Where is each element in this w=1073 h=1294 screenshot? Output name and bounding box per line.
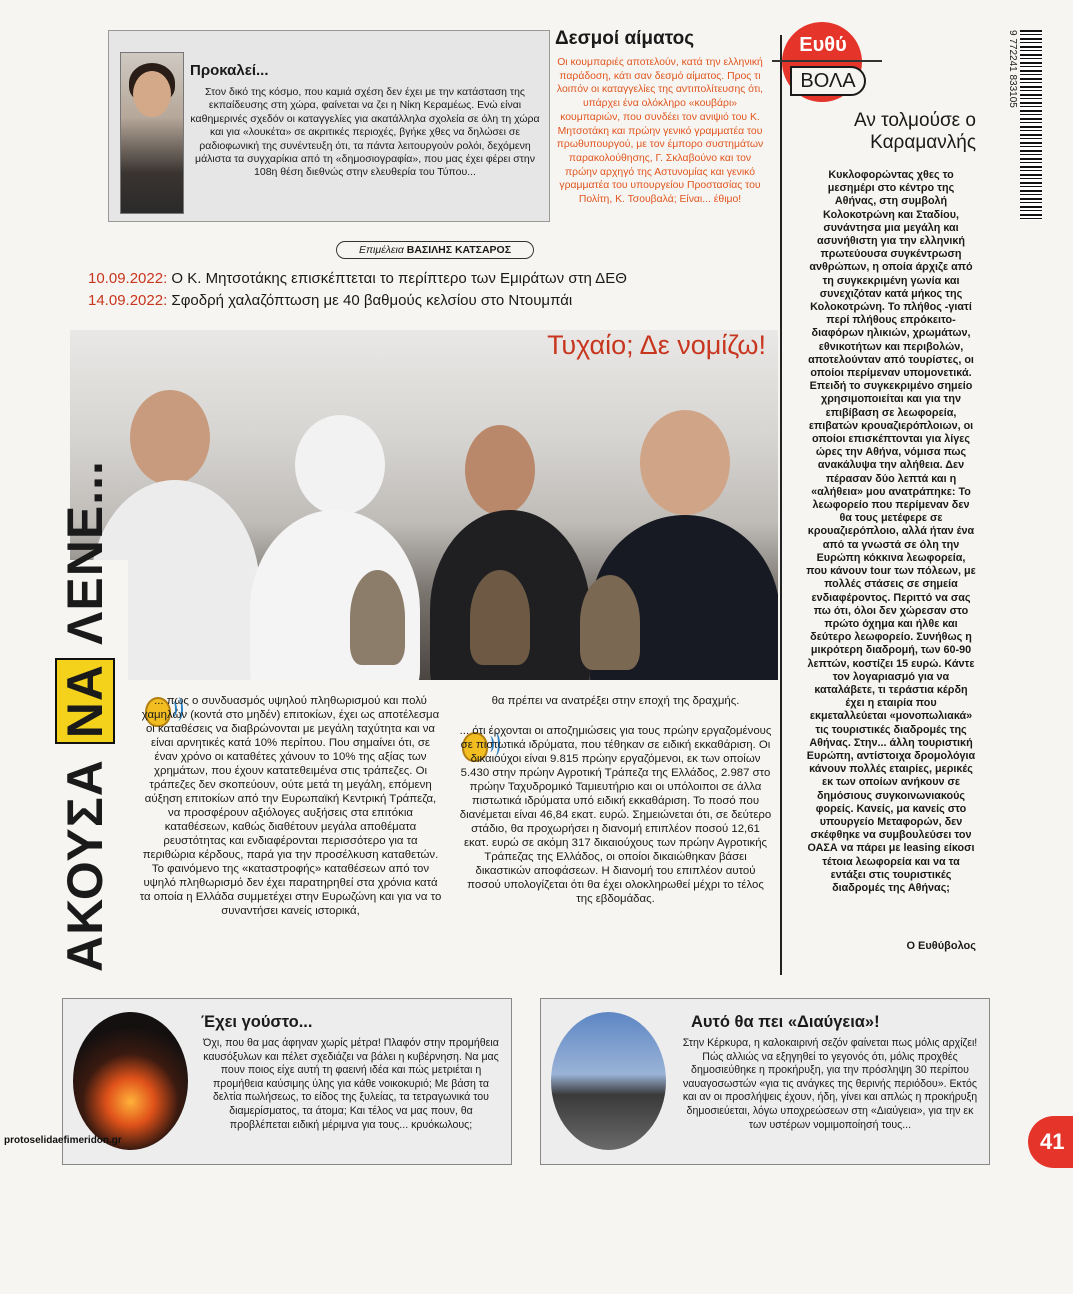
euthyvola-signature: Ο Ευθύβολος [906,940,976,952]
box-right-title: Αυτό θα πει «Διαύγεια»! [691,1013,880,1031]
credit-label [336,241,534,259]
portrait-photo [120,52,184,214]
date-2: 14.09.2022: [88,292,168,309]
prokalei-text: Στον δικό της κόσμο, που καμιά σχέση δεν έχει με την κατάσταση της εκπαίδευσης στη χώρα, φαίνεται να ζει η Νίκη Κεραμέως. Ενώ είναι καθημερινές σχεδόν οι καταγγελίες για ακατάλληλα σχολεία σε όλη τη χώρα και για «λουκέτα» σε ακριτικές περιοχές, βγήκε χθες να δηλώσει σε ραδιοφωνική της συνέντευξη ότι, τα πάντα λειτουργούν ρολόι, δεχόμενη μάλιστα τα συγχαρίκια από τη «δημοσιογραφία», που μας έχει φέρει στην 108η θέση διεθνώς στην ελευθερία του Τύπου... [190,86,540,179]
banner-part-3: ΛΕΝΕ... [57,460,113,645]
column-divider [780,35,782,975]
date-1: 10.09.2022: [88,270,168,287]
euthyvola-text: Κυκλοφορώντας χθες το μεσημέρι στο κέντρο της Αθήνας, στη συμβολή Κολοκοτρώνη και Σταδίου, συνάντησα μια μεγάλη και ασυνήθιστη για την ελληνική πρωτεύουσα συγκέντρωση ανθρώπων, η οποία άρχιζε από τη συγκεκριμένη γωνία και συνεχιζόταν κατά μήκος της Κολοκοτρώνη. Το πλήθος -γιατί περί πλήθους επρόκειτο- διαφόρων ηλικιών, χρωμάτων, εθνικοτήτων και περιβολών, αποτελούνταν από τουρίστες, οι οποίοι περίμεναν υπομονετικά. Επειδή το συγκεκριμένο σημείο χρησιμοποιείται και για την επιβίβαση σε λεωφορεία, επιβατών κρουαζιερόπλοιων, οι οποίοι επισκέπτονται για λίγες ώρες την Αθήνα, νόμισα πως ανακάλυψα την αλήθεια. Δεν πέρασαν δύο λεπτά και η «αλήθεια» μου ανατράπηκε: Το λεωφορείο που περίμεναν δεν θα τους μετέφερε σε κρουαζιερόπλοιο, αλλά ήταν ένα από τα γνωστά σε όλη την Ευρώπη κόκκινα λεωφορεία, που κάνουν tour των πόλεων, με πολλές στάσεις σε σημεία ενδιαφέροντος. Περιττό να σας πω ότι, όλοι δεν χώρεσαν στο πρώτο όχημα και ήλθε και δεύτερο λεωφορείο. Συνήθως η μικρότερη διαδρομή, των 60-90 λεπτών, κοστίζει 15 ευρώ. Κάντε τον λογαριασμό για να καταλάβετε, τι τεράστια κέρδη έχει η εταιρία που εκμεταλλεύεται «μονοπωλιακά» τις τουριστικές διαδρομές της Αθήνας. Στην... άλλη τουριστική Ευρώπη, αντίστοιχα δρομολόγια κάνουν πολλές εταιρίες, μερικές εκ των οποίων ανήκουν σε δημόσιους συγκοινωνιακούς φορείς. Κανείς, μα κανείς στο υπουργείο Μεταφορών, δεν σκέφθηκε να συμβουλεύσει τον ΟΑΣΑ να πάρει με leasing είκοσι τέτοια λεωφορεία και να τα εντάξει στις τουριστικές διαδρομές της Αθήνας; [806,169,976,894]
akousa-text-1-end: θα πρέπει να ανατρέξει στην εποχή της δραχμής. [491,695,740,707]
box-right-text: Στην Κέρκυρα, η καλοκαιρινή σεζόν φαίνεται πως μόλις αρχίζει! Πώς αλλιώς να εξηγηθεί το γεγονός ότι, μόλις προχθές δημοσιεύθηκε η προκήρυξη, για την πρόσληψη 30 περίπου ναυαγοσωστών «για τις ανάγκες της θερινής περιόδου». Εκτός και αν οι προσλήψεις έχουν, ήδη, γίνει και απλώς η προκήρυξη δημοσιεύεται, λόγω υποχρεώσεων στη «Διαύγεια», για την εκ των υστέρων νομιμοποίησή τους... [682,1037,978,1131]
box-left [62,998,512,1165]
prokalei-title: Προκαλεί... [190,62,269,79]
dates-block [88,268,778,312]
desmoi-text: Οι κουμπαριές αποτελούν, κατά την ελληνική παράδοση, κάτι σαν δεσμό αίματος. Προς τι λοιπόν οι καταγγελίες της αντιπολίτευσης ότι, υπάρχει ένα ολόκληρο «κουβάρι» κουμπαριών, που συνδέει τον ανιψιό του Κ. Μητσοτάκη και πρώην γενικό γραμματέα του πρωθυπουργού, με τον έμπορο συστημάτων παρακολούθησης, Γ. Σκλαβούνο και τον πρώην αρχηγό της Αστυνομίας και γενικό γραμματέα του υπουργείου Προστασίας του Πολίτη, Κ. Τσουβαλά; Είναι... έθιμο! [556,57,764,206]
date-1-text: Ο Κ. Μητσοτάκης επισκέπτεται το περίπτερο των Εμιράτων στη ΔΕΘ [171,270,627,287]
barcode [1020,30,1042,220]
barcode-number: 9 772241 833105 [1007,30,1018,108]
date-2-text: Σφοδρή χαλαζόπτωση με 40 βαθμούς κελσίου στο Ντουμπάι [171,292,573,309]
arrow-icon [772,60,882,62]
akousa-text-2: ... ότι έρχονται οι αποζημιώσεις για τους πρώην εργαζομένους σε πιστωτικά ιδρύματα, που τέθηκαν σε ειδική εκκαθάριση. Οι δικαιούχοι είναι 9.815 πρώην εργαζόμενοι, εκ των οποίων 5.430 στην πρώην Αγροτική Τράπεζα της Ελλάδος, 2.987 στο πρώην Ταχυδρομικό Ταμιευτήριο και οι υπόλοιποι σε άλλα πιστωτικά ιδρύματα υπό ειδική εκκαθάριση. Το ποσό που διανέμεται είναι 46,84 εκατ. ευρώ. Σημειώνεται ότι, σε δεύτερο στάδιο, θα προχωρήσει η διανομή επιπλέον ποσού 12,61 εκατ. ευρώ σε ακόμη 317 δικαιούχους των πρώην Αγροτικής Τράπεζας της Ελλάδος, οι οποίοι δικαιώθηκαν βάσει δικαστικών αποφάσεων. Η διανομή του επιπλέον αυτού ποσού υπολογίζεται ότι θα έχει ολοκληρωθεί μέχρι το τέλος της εβδομάδας. [459,725,772,905]
desmoi-title: Δεσμοί αίματος [555,28,695,49]
feature-photo [70,330,778,680]
banner-part-1: ΑΚΟΥΣΑ [57,759,113,972]
akousa-column-2 [458,694,773,906]
euthyvola-logo-bottom: ΒΟΛΑ [790,66,866,96]
credit-name: ΒΑΣΙΛΗΣ ΚΑΤΣΑΡΟΣ [406,244,512,256]
akousa-banner-text [42,460,128,972]
banner-part-2: ΝΑ [55,658,115,744]
watermark: protoselidaefimeridon.gr [4,1135,122,1146]
akousa-text-1: ... πως ο συνδυασμός υψηλού πληθωρισμού και πολύ χαμηλών (κοντά στο μηδέν) επιτοκίων, έχει ως αποτέλεσμα οι καταθέσεις να διαβρώνονται με μεγάλη ταχύτητα και να είναι αρνητικές κατά 10% περίπου. Που σημαίνει ότι, σε έναν χρόνο οι καταθέτες χάνουν το 10% της αξίας των χρημάτων, που έχουν κατατεθειμένα στις τράπεζες. Οι τράπεζες δεν σκοπεύουν, ούτε μετά τη μεγάλη, επόμενη αύξηση επιτοκίων από την Ευρωπαϊκή Κεντρική Τράπεζα, να προσφέρουν αξιόλογες αυξήσεις στα επιτόκια καταθέσεων, καθώς διαθέτουν μεγάλα αποθέματα ρευστότητας και ενδιαφέρονται περισσότερο για τα περιθώρια κέρδους, παρά για την προσέλκυση καταθετών. Το φαινόμενο της «καταστροφής» καταθέσεων από τον υψηλό πληθωρισμό δεν έχει παρατηρηθεί στα χρόνια κατά τα οποία η Ελλάδα συμμετέχει στην Ευρωζώνη και για να το συναντήσει κανείς ιστορικά, [139,695,442,917]
box-left-title: Έχει γούστο... [201,1013,313,1031]
feature-headline: Τυχαίο; Δε νομίζω! [547,330,766,360]
page-number: 41 [1028,1116,1073,1168]
credit-prefix: Επιμέλεια [358,244,404,256]
euthyvola-headline: Αν τολμούσε ο Καραμανλής [854,110,976,153]
box-right [540,998,990,1165]
fireplace-photo [73,1012,188,1150]
euthyvola-logo-top: Ευθύ [799,34,847,56]
box-left-text: Όχι, που θα μας άφηναν χωρίς μέτρα! Πλαφόν στην προμήθεια καυσόξυλων και πέλετ σχεδιάζει να βάλει η κυβέρνηση. Να μας πουν ποιος είχε αυτή τη φαεινή ιδέα και πώς μετριέται η προμήθεια καύσιμης ύλης για κάθε νοικοκυριό; Με βάση τα δελτία πωλήσεως, το είδος της ξυλείας, τα τετραγωνικά του διαμερίσματος, τα άτομα; Και τέλος να μας πουν, θα προβλέπεται ειδική μέριμνα για τους... κρυόκωλους; [203,1037,499,1131]
lifeguard-photo [551,1012,666,1150]
